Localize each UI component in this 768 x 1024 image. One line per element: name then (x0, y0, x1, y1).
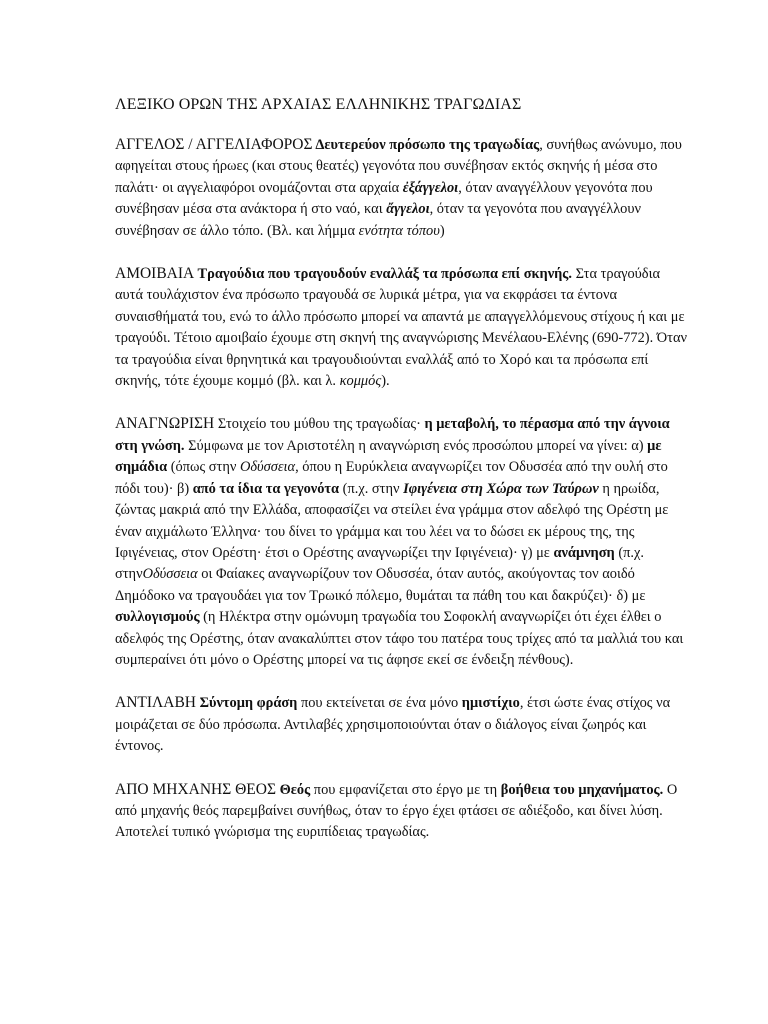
document-title: ΛΕΞΙΚΟ ΟΡΩΝ ΤΗΣ ΑΡΧΑΙΑΣ ΕΛΛΗΝΙΚΗΣ ΤΡΑΓΩΔΙΑΣ (115, 96, 522, 113)
entry-body: Τραγούδια που τραγουδούν εναλλάξ τα πρόσωπα επί σκηνής. Στα τραγούδια αυτά τουλάχιστον ένα πρόσωπο τραγουδά σε λυρικά μέτρα, για να εκφράσει τα έντονα συναισθήματά του, ενώ το άλλο πρόσωπο μπορεί να απαντά με απαγγελλόμενους στίχους ή και με τραγούδι. Τέτοιο αμοιβαίο έχουμε στη σκηνή της αναγνώρισης Μενέλαου-Ελένης (690-772). Όταν τα τραγούδια είναι θρηνητικά και τραγουδιούνται εναλλάξ από το Χορό και τα πρόσωπα επί σκηνής, τότε έχουμε κομμό (βλ. και λ. κομμός). (115, 266, 688, 390)
entry-term: ΑΠΟ ΜΗΧΑΝΗΣ ΘΕΟΣ (115, 780, 276, 798)
entry-amoibaia (115, 263, 688, 392)
entry-term: ΑΓΓΕΛΟΣ / ΑΓΓΕΛΙΑΦΟΡΟΣ (115, 136, 313, 153)
entry-term: ΑΝΤΙΛΑΒΗ (115, 694, 196, 712)
entry-antilabi (115, 692, 688, 757)
entry-term: ΑΜΟΙΒΑΙΑ (115, 265, 195, 283)
entry-body: Θεός που εμφανίζεται στο έργο με τη βοήθεια του μηχανήματος. Ο από μηχανής θεός παρεμβαίνει συνήθως, όταν το έργο έχει φτάσει σε αδιέξοδο, και δίνει λύση. Αποτελεί τυπικό γνώρισμα της ευριπίδειας τραγωδίας. (115, 781, 678, 841)
entry-body: Στοιχείο του μύθου της τραγωδίας· η μεταβολή, το πέρασμα από την άγνοια στη γνώση. Σύμφωνα με τον Αριστοτέλη η αναγνώριση ενός προσώπου μπορεί να γίνει: α) με σημάδια (όπως στην Οδύσσεια, όπου η Ευρύκλεια αναγνωρίζει τον Οδυσσέα από την ουλή στο πόδι του)· β) από τα ίδια τα γεγονότα (π.χ. στην Ιφιγένεια στη Χώρα των Ταύρων η ηρωίδα, ζώντας μακριά από την Ελλάδα, αποφασίζει να στείλει ένα γράμμα στον αδελφό της Ορέστη με έναν αιχμάλωτο Έλληνα· του δίνει το γράμμα και του λέει να το δώσει εκ μέρους της, της Ιφιγένειας, στον Ορέστη· έτσι ο Ορέστης αναγνωρίζει την Ιφιγένεια)· γ) με ανάμνηση (π.χ. στηνΟδύσσεια οι Φαίακες αναγνωρίζουν τον Οδυσσέα, όταν αυτός, ακούγοντας τον αοιδό Δημόδοκο να τραγουδάει για τον Τρωικό πόλεμο, θυμάται τα πάθη του και δακρύζει)· δ) με συλλογισμούς (η Ηλέκτρα στην ομώνυμη τραγωδία του Σοφοκλή αναγνωρίζει ότι έχει έλθει ο αδελφός της Ορέστης, όταν ανακαλύπτει στον τάφο του πατέρα τους τρίχες από τα μαλλιά του και συμπεραίνει ότι μόνο ο Ορέστης μπορεί να τις άφησε εκεί σε ένδειξη πένθους). (115, 416, 684, 668)
entry-body: Δευτερεύον πρόσωπο της τραγωδίας, συνήθως ανώνυμο, που αφηγείται στους ήρωες (και στους θεατές) γεγονότα που συνέβησαν εκτός σκηνής ή μέσα στο παλάτι· οι αγγελιαφόροι ονομάζονται στα αρχαία ἐξάγγελοι, όταν αναγγέλλουν γεγονότα που συνέβησαν μέσα στα ανάκτορα ή στο ναό, και ἄγγελοι, όταν τα γεγονότα που αναγγέλλουν συνέβησαν σε άλλο τόπο. (Βλ. και λήμμα ενότητα τόπου) (115, 137, 682, 239)
entry-term: ΑΝΑΓΝΩΡΙΣΗ (115, 415, 215, 433)
entry-body: Σύντομη φράση που εκτείνεται σε ένα μόνο ημιστίχιο, έτσι ώστε ένας στίχος να μοιράζεται σε δύο πρόσωπα. Αντιλαβές χρησιμοποιούνται όταν ο διάλογος είναι ζωηρός και έντονος. (115, 695, 671, 755)
entry-anagnorisi (115, 413, 688, 671)
entry-aggelos (115, 134, 688, 242)
entry-apo-mixanis-theos (115, 779, 688, 844)
